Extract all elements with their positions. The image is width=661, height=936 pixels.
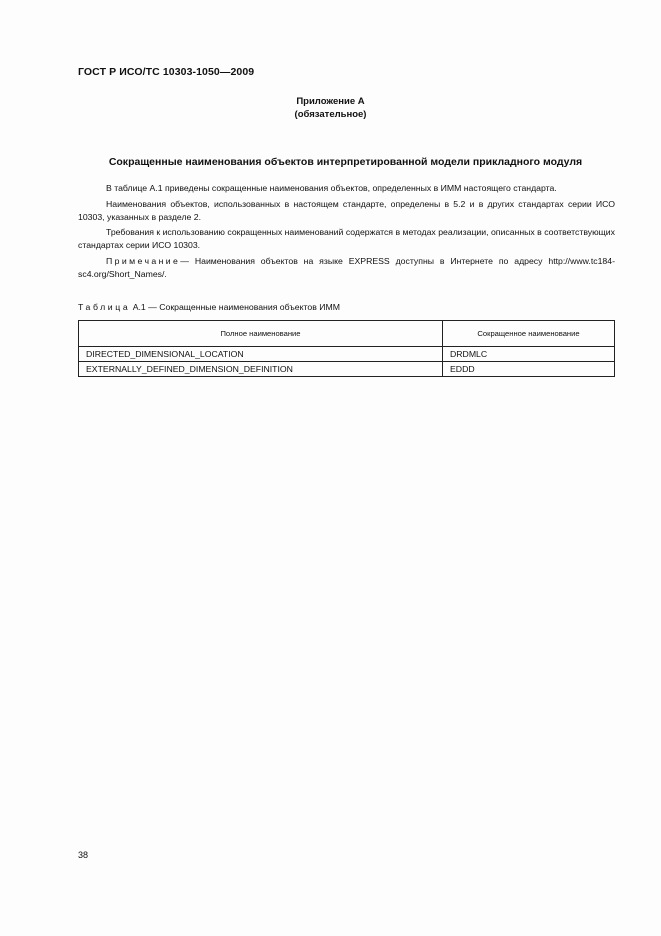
table-row — [79, 362, 615, 377]
table-caption — [78, 302, 340, 312]
note-label: Примечание — [106, 255, 181, 266]
paragraph: Наименования объектов, использованных в настоящем стандарте, определены в 5.2 и в других стандартах серии ИСО 10303, указанных в разделе 2. — [78, 198, 615, 222]
header-full-name: Полное наименование — [79, 321, 443, 347]
table-header-row — [79, 321, 615, 347]
table-caption-text: А.1 — Сокращенные наименования объектов ИММ — [132, 302, 340, 312]
cell-full-name: DIRECTED_DIMENSIONAL_LOCATION — [79, 347, 443, 362]
cell-full-name: EXTERNALLY_DEFINED_DIMENSION_DEFINITION — [79, 362, 443, 377]
annex-title: Приложение А — [296, 96, 365, 107]
header-short-name: Сокращенное наименование — [443, 321, 615, 347]
annex-heading — [0, 95, 661, 121]
paragraph: Требования к использованию сокращенных наименований содержатся в методах реализации, описанных в соответствующих стандартах серии ИСО 10303. — [78, 227, 615, 251]
note — [78, 255, 615, 281]
table-row — [79, 347, 615, 362]
body-text — [78, 182, 615, 284]
standard-id-header: ГОСТ Р ИСО/ТС 10303-1050—2009 — [78, 66, 255, 78]
cell-short-name: DRDMLC — [443, 347, 615, 362]
cell-short-name: EDDD — [443, 362, 615, 377]
paragraph: В таблице А.1 приведены сокращенные наименования объектов, определенных в ИММ настоящего стандарта. — [106, 183, 557, 193]
table-caption-label: Таблица — [78, 302, 131, 312]
page-number: 38 — [78, 850, 89, 860]
section-title: Сокращенные наименования объектов интерпретированной модели прикладного модуля — [108, 156, 583, 168]
annex-status: (обязательное) — [294, 109, 367, 120]
abbreviations-table — [78, 320, 615, 377]
note-text: — Наименования объектов на языке EXPRESS доступны в Интернете по адресу http://www.tc184-sc4.org/Short_Names/. — [78, 255, 615, 279]
